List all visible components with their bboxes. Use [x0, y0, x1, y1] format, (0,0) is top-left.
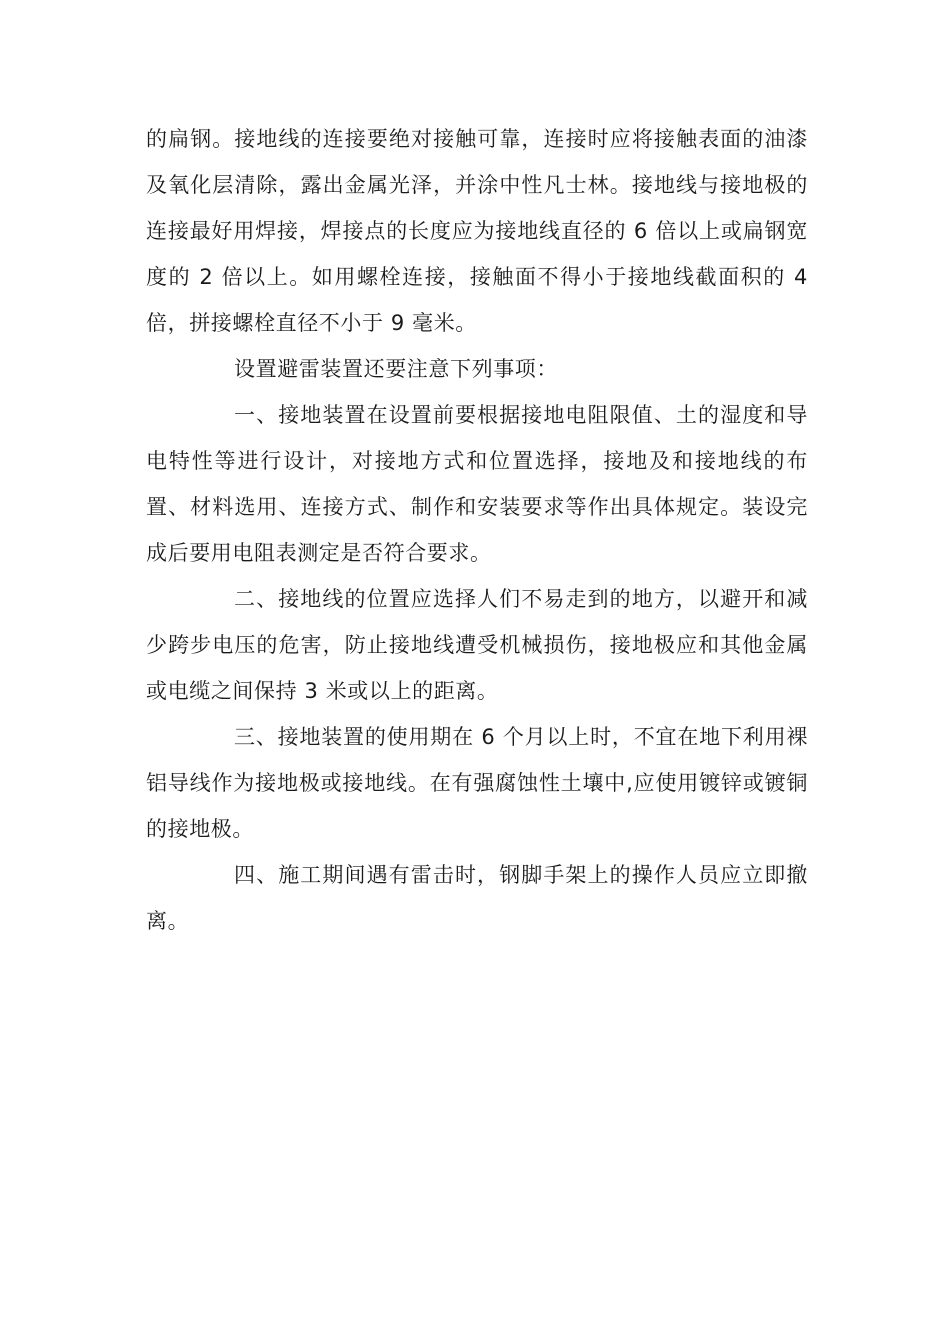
document-body: [146, 116, 808, 944]
paragraph-continuation: 的扁钢。接地线的连接要绝对接触可靠，连接时应将接触表面的油漆及氧化层清除，露出金属光泽，并涂中性凡士林。接地线与接地极的连接最好用焊接，焊接点的长度应为接地线直径的 6 倍以上或扁钢宽度的 2 倍以上。如用螺栓连接，接触面不得小于接地线截面积的 4 倍，拼接螺栓直径不小于 9 毫米。: [146, 127, 808, 335]
paragraph-item-4: 四、施工期间遇有雷击时，钢脚手架上的操作人员应立即撤离。: [146, 863, 808, 933]
paragraph-notes-intro: 设置避雷装置还要注意下列事项：: [234, 357, 558, 381]
paragraph-item-1: 一、接地装置在设置前要根据接地电阻限值、土的湿度和导电特性等进行设计，对接地方式和位置选择，接地及和接地线的布置、材料选用、连接方式、制作和安装要求等作出具体规定。装设完成后要用电阻表测定是否符合要求。: [146, 403, 808, 565]
paragraph-item-3: 三、接地装置的使用期在 6 个月以上时，不宜在地下利用裸铝导线作为接地极或接地线。在有强腐蚀性土壤中,应使用镀锌或镀铜的接地极。: [146, 725, 808, 841]
paragraph-item-2: 二、接地线的位置应选择人们不易走到的地方，以避开和减少跨步电压的危害，防止接地线遭受机械损伤，接地极应和其他金属或电缆之间保持 3 米或以上的距离。: [146, 587, 808, 703]
